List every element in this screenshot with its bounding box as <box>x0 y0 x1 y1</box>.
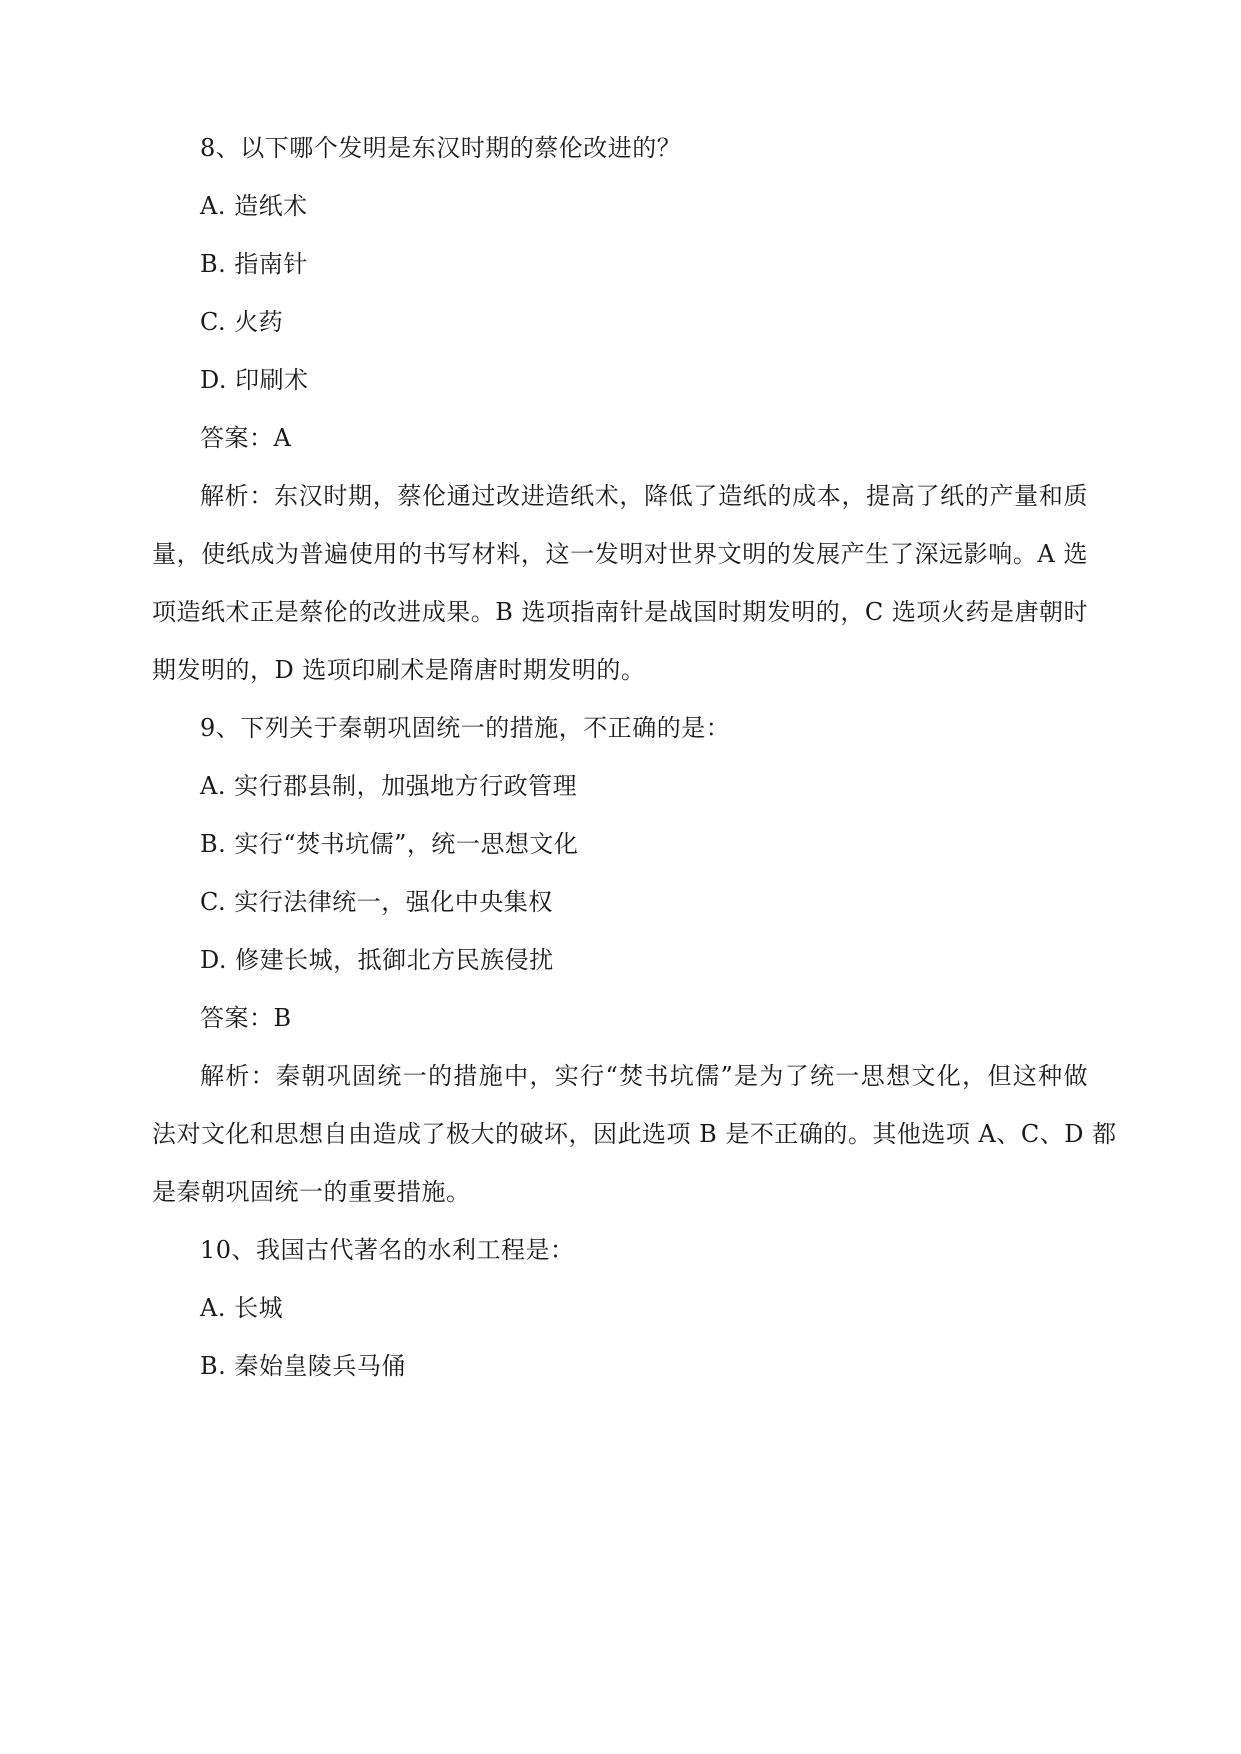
question-8-option-d: D. 印刷术 <box>200 366 309 394</box>
question-9-option-b: B. 实行“焚书坑儒”，统一思想文化 <box>200 830 579 858</box>
question-10-option-a: A. 长城 <box>200 1294 284 1322</box>
question-9-option-a: A. 实行郡县制，加强地方行政管理 <box>200 772 578 800</box>
question-9-analysis-line-2: 法对文化和思想自由造成了极大的破坏，因此选项 B 是不正确的。其他选项 A、C、D 都 <box>152 1120 1117 1148</box>
question-8-analysis-line-3: 项造纸术正是蔡伦的改进成果。B 选项指南针是战国时期发明的，C 选项火药是唐朝时 <box>152 598 1088 626</box>
question-8-option-a: A. 造纸术 <box>200 192 308 220</box>
question-8-option-b: B. 指南针 <box>200 250 308 278</box>
question-8-text: 8、以下哪个发明是东汉时期的蔡伦改进的？ <box>200 134 682 162</box>
question-9-analysis-line-1: 解析：秦朝巩固统一的措施中，实行“焚书坑儒”是为了统一思想文化，但这种做 <box>200 1062 1088 1090</box>
question-8-analysis-line-2: 量，使纸成为普遍使用的书写材料，这一发明对世界文明的发展产生了深远影响。A 选 <box>152 540 1088 568</box>
question-9-answer: 答案：B <box>200 1004 292 1032</box>
question-10-option-b: B. 秦始皇陵兵马俑 <box>200 1352 406 1380</box>
question-8-answer: 答案：A <box>200 424 292 452</box>
question-10-text: 10、我国古代著名的水利工程是： <box>200 1236 575 1264</box>
question-9-option-d: D. 修建长城，抵御北方民族侵扰 <box>200 946 554 974</box>
question-9-option-c: C. 实行法律统一，强化中央集权 <box>200 888 553 916</box>
question-8-analysis-line-1: 解析：东汉时期，蔡伦通过改进造纸术，降低了造纸的成本，提高了纸的产量和质 <box>200 482 1088 510</box>
question-9-text: 9、下列关于秦朝巩固统一的措施，不正确的是： <box>200 714 731 742</box>
question-8-analysis-line-4: 期发明的，D 选项印刷术是隋唐时期发明的。 <box>152 656 646 684</box>
question-8-option-c: C. 火药 <box>200 308 284 336</box>
question-9-analysis-line-3: 是秦朝巩固统一的重要措施。 <box>152 1178 471 1206</box>
